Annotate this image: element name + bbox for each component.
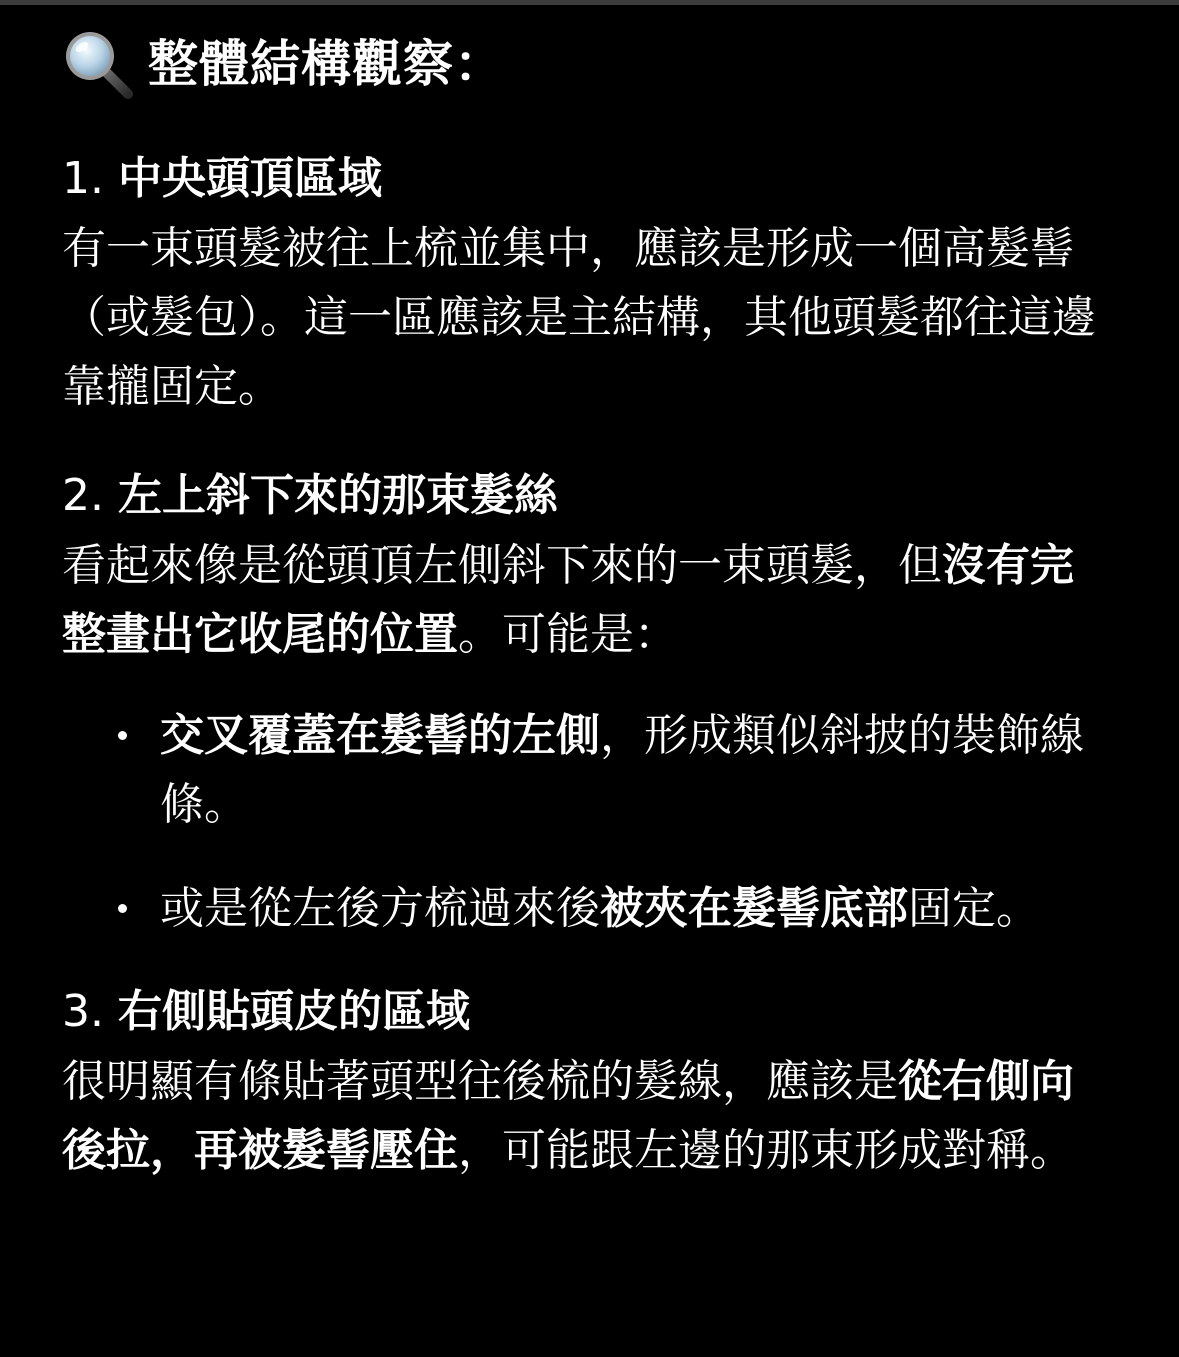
section-title-text: 右側貼頭皮的區域 — [117, 986, 470, 1037]
section-title-text: 中央頭頂區域 — [117, 153, 382, 204]
section-paragraph — [62, 531, 1102, 669]
section-number: 1. — [62, 153, 104, 204]
bold-text-run: 交叉覆蓋在髮髻的左側 — [160, 710, 600, 761]
text-run: 看起來像是從頭頂左側斜下來的一束頭髮，但 — [62, 540, 942, 591]
bullet-text — [160, 883, 1040, 934]
bullet-item — [62, 701, 1102, 839]
section-title-text: 左上斜下來的那束髮絲 — [117, 470, 558, 521]
text-run: ，可能跟左邊的那束形成對稱。 — [458, 1125, 1074, 1176]
bullet-text — [160, 710, 1084, 830]
text-run: 有一束頭髮被往上梳並集中，應該是形成一個高髮髻（或髮包）。這一區應該是主結構，其他頭髮都往這邊靠攏固定。 — [62, 223, 1096, 412]
heading-row — [62, 22, 1102, 106]
text-run: 固定。 — [908, 883, 1040, 934]
magnifying-glass-icon — [62, 28, 134, 100]
top-divider — [0, 0, 1179, 5]
section-number: 2. — [62, 470, 104, 521]
bold-text-run: 被夾在髮髻底部 — [600, 883, 908, 934]
section-number: 3. — [62, 986, 104, 1037]
bold-text-run: 沒有完整畫出它收尾的位置 — [62, 540, 1074, 660]
text-run: 。可能是： — [458, 609, 678, 660]
bullet-dot-icon — [118, 731, 127, 740]
section-title — [62, 461, 1102, 531]
page-heading: 整體結構觀察： — [148, 35, 505, 93]
section-title — [62, 144, 1102, 214]
bullet-item — [62, 874, 1102, 943]
section-paragraph — [62, 214, 1102, 421]
message-content — [62, 22, 1102, 1185]
bullet-list — [62, 701, 1102, 943]
section-paragraph — [62, 1047, 1102, 1185]
text-run: 很明顯有條貼著頭型往後梳的髮線，應該是 — [62, 1056, 898, 1107]
bold-text-run: 從右側向後拉，再被髮髻壓住 — [62, 1056, 1074, 1176]
text-run: ，形成類似斜披的裝飾線條。 — [160, 710, 1084, 830]
section-title — [62, 977, 1102, 1047]
bullet-dot-icon — [118, 904, 127, 913]
text-run: 或是從左後方梳過來後 — [160, 883, 600, 934]
